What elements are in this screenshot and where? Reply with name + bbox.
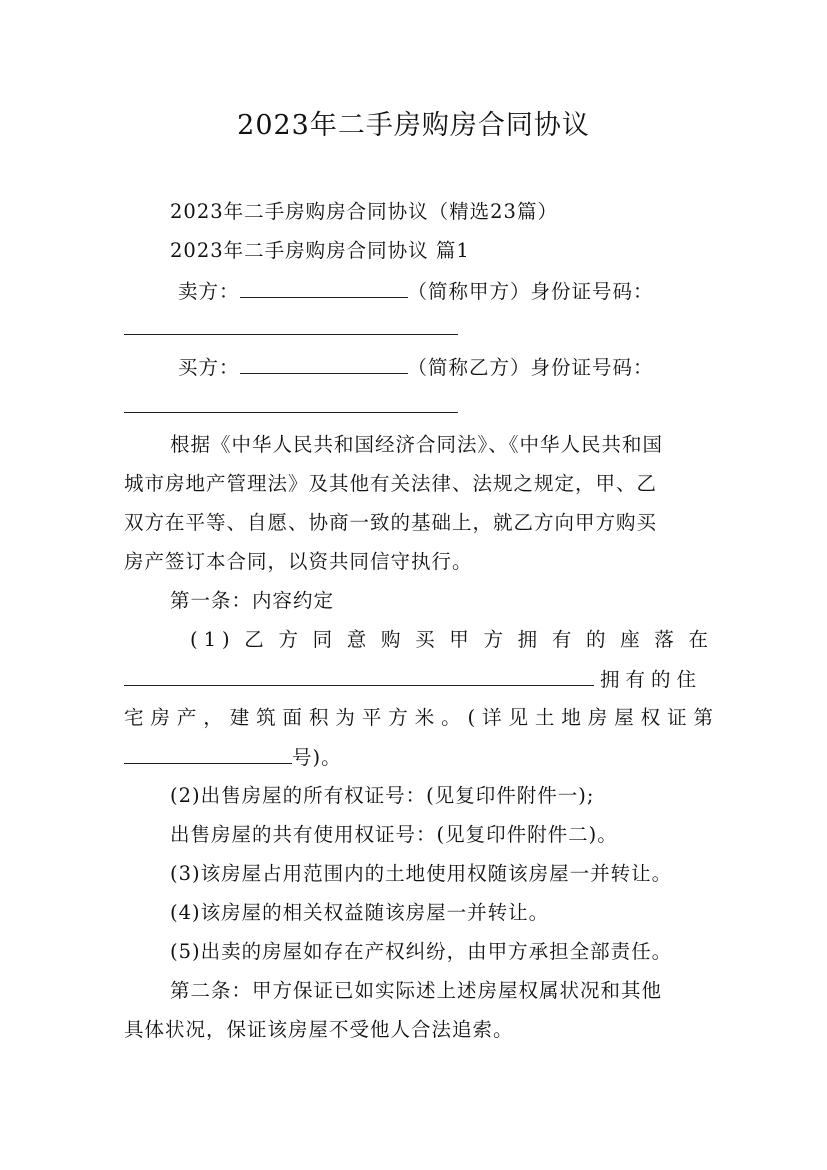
- article-1-heading: 第一条：内容约定: [170, 589, 335, 612]
- clause-1-line: (1)乙方同意购买甲方拥有的座落在: [190, 628, 714, 651]
- seller-id-label: （简称甲方）身份证号码：: [407, 280, 654, 303]
- document-title: 2023年二手房购房合同协议: [237, 110, 590, 141]
- clause-2-b: 出售房屋的共有使用权证号：(见复印件附件二)。: [170, 823, 618, 846]
- article-2-line: 第二条：甲方保证已如实际述上述房屋权属状况和其他: [170, 979, 663, 1002]
- clause-2: (2)出售房屋的所有权证号：(见复印件附件一);: [170, 784, 595, 807]
- clause-4: (4)该房屋的相关权益随该房屋一并转让。: [170, 901, 550, 924]
- clause-5: (5)出卖的房屋如存在产权纠纷，由甲方承担全部责任。: [170, 940, 673, 963]
- seller-line: [178, 279, 714, 304]
- clause-1-line-3: 宅房产，建筑面积为平方米。(详见土地房屋权证第: [124, 706, 714, 729]
- seller-label: 卖方：: [178, 280, 240, 303]
- clause-1-end: 号)。: [292, 746, 342, 769]
- buyer-id-blank: [124, 412, 458, 413]
- clause-1-line-2: [124, 667, 714, 692]
- clause-1-tail: 拥有的住: [600, 668, 703, 691]
- buyer-id-label: （简称乙方）身份证号码：: [407, 356, 654, 379]
- paragraph-line: 城市房地产管理法》及其他有关法律、法规之规定，甲、乙: [124, 472, 658, 495]
- paragraph-line: 根据《中华人民共和国经济合同法》、《中华人民共和国: [170, 433, 664, 456]
- seller-id-blank: [124, 334, 458, 335]
- clause-1-line-4: [124, 745, 714, 770]
- buyer-label: 买方：: [178, 356, 240, 379]
- buyer-line: [178, 355, 714, 380]
- clause-3: (3)该房屋占用范围内的土地使用权随该房屋一并转让。: [170, 862, 673, 885]
- section-heading: 2023年二手房购房合同协议 篇1: [170, 239, 470, 262]
- seller-name-blank: [240, 279, 408, 298]
- paragraph-line: 房产签订本合同，以资共同信守执行。: [124, 550, 473, 573]
- buyer-name-blank: [240, 355, 408, 374]
- certificate-number-blank: [124, 745, 292, 764]
- location-blank: [124, 667, 594, 686]
- article-2-line-2: 具体状况，保证该房屋不受他人合法追索。: [124, 1018, 514, 1041]
- subtitle-line: 2023年二手房购房合同协议（精选23篇）: [170, 200, 558, 223]
- paragraph-line: 双方在平等、自愿、协商一致的基础上，就乙方向甲方购买: [124, 511, 658, 534]
